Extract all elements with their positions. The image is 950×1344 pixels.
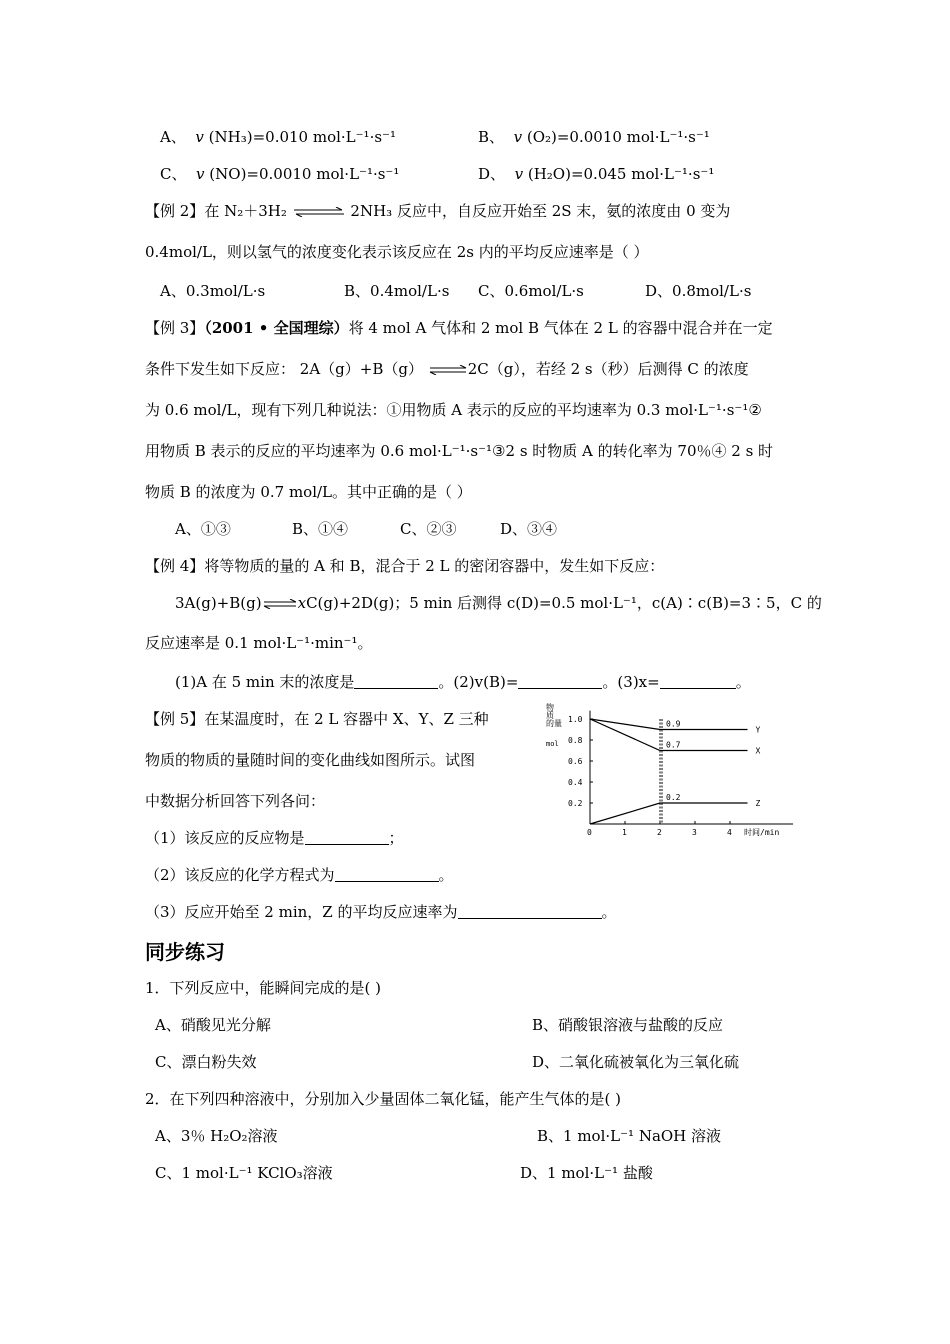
y-axis-label-part: mol: [546, 740, 559, 748]
ex5-line-1: 【例 5】在某温度时，在 2 L 容器中 X、Y、Z 三种: [145, 710, 489, 728]
ex3-line-5: 物质 B 的浓度为 0.7 mol/L。其中正确的是（ ）: [145, 483, 472, 501]
ex5-line-3: 中数据分析回答下列各问：: [145, 792, 326, 810]
practice-q2-option-d: D、1 mol·L⁻¹ 盐酸: [520, 1164, 653, 1182]
practice-q1-option-c: C、漂白粉失效: [155, 1053, 257, 1071]
y-tick-label: 1.0: [568, 715, 583, 724]
practice-q1-option-a: A、硝酸见光分解: [155, 1016, 271, 1034]
ex3-option-a: A、①③: [175, 520, 231, 538]
answer-blank[interactable]: [458, 903, 602, 919]
ex2-line-1: 【例 2】在 N₂＋3H₂ 2NH₃ 反应中，自反应开始至 2S 末，氨的浓度由 0 变为: [145, 202, 731, 220]
section-heading: 同步练习: [145, 940, 225, 964]
ex2-tag: 【例 2】: [145, 202, 205, 220]
y-axis-label-part: 质: [546, 711, 554, 720]
series-value-label-y: 0.9: [666, 719, 681, 729]
series-name-y: Y: [755, 725, 761, 735]
y-tick-label: 0.2: [568, 799, 583, 808]
x-tick-label: 4: [727, 828, 732, 837]
ex3-option-d: D、③④: [500, 520, 558, 538]
ex2-option-b: B、0.4mol/L·s: [344, 282, 450, 300]
ex3-option-c: C、②③: [400, 520, 457, 538]
practice-q1-option-b: B、硝酸银溶液与盐酸的反应: [532, 1016, 724, 1034]
y-tick-label: 0.4: [568, 778, 583, 787]
practice-q2-option-a: A、3％ H₂O₂溶液: [155, 1127, 278, 1145]
ex3-line-1: 【例 3】（2001 • 全国理综）将 4 mol A 气体和 2 mol B 气体在 2 L 的容器中混合并在一定: [145, 319, 773, 337]
answer-blank[interactable]: [660, 673, 736, 689]
y-axis-label-part: 物: [546, 703, 554, 712]
ex1-option-a: A、 v (NH₃)=0.010 mol·L⁻¹·s⁻¹: [160, 128, 396, 146]
ex1-option-c: C、 v (NO)=0.0010 mol·L⁻¹·s⁻¹: [160, 165, 400, 183]
equilibrium-arrow-icon: [428, 365, 468, 375]
ex4-questions: (1)A 在 5 min 末的浓度是 。(2)v(B)= 。(3)x= 。: [175, 673, 751, 691]
ex3-line-2: 条件下发生如下反应： 2A（g）+B（g） 2C（g），若经 2 s（秒）后测得 C 的浓度: [145, 360, 749, 378]
practice-q1-stem: 1．下列反应中，能瞬间完成的是( ): [145, 979, 382, 997]
y-tick-label: 0.6: [568, 757, 583, 766]
ex2-option-c: C、0.6mol/L·s: [478, 282, 584, 300]
x-tick-label: 3: [692, 828, 697, 837]
ex1-option-b: B、 v (O₂)=0.0010 mol·L⁻¹·s⁻¹: [478, 128, 710, 146]
answer-blank[interactable]: [305, 829, 389, 845]
ex5-question-2: （2）该反应的化学方程式为 。: [145, 866, 454, 884]
amount-time-chart: [540, 700, 800, 840]
ex4-line-1: 【例 4】将等物质的量的 A 和 B，混合于 2 L 的密闭容器中，发生如下反应：: [145, 557, 665, 575]
series-line-z: [590, 803, 748, 824]
series-value-label-z: 0.2: [666, 793, 681, 802]
ex3-line-4: 用物质 B 表示的反应的平均速率为 0.6 mol·L⁻¹·s⁻¹③2 s 时物质 A 的转化率为 70％④ 2 s 时: [145, 442, 774, 460]
ex2-line-2: 0.4mol/L，则以氢气的浓度变化表示该反应在 2s 内的平均反应速率是（ ）: [145, 243, 649, 261]
answer-blank[interactable]: [354, 673, 438, 689]
practice-q2-option-c: C、1 mol·L⁻¹ KClO₃溶液: [155, 1164, 333, 1182]
equilibrium-arrow-icon: [262, 599, 298, 609]
series-name-z: Z: [755, 799, 761, 808]
series-value-label-x: 0.7: [666, 740, 681, 750]
ex1-option-d: D、 v (H₂O)=0.045 mol·L⁻¹·s⁻¹: [478, 165, 715, 183]
ex3-option-b: B、①④: [292, 520, 349, 538]
ex4-line-2: 3A(g)+B(g) xC(g)+2D(g)；5 min 后测得 c(D)=0.5 mol·L⁻¹，c(A)∶c(B)=3∶5，C 的: [175, 594, 822, 612]
ex2-option-d: D、0.8mol/L·s: [645, 282, 752, 300]
x-axis-label: 时间/min: [744, 828, 780, 837]
ex5-question-1: （1）该反应的反应物是 ；: [145, 829, 404, 847]
ex3-line-3: 为 0.6 mol/L，现有下列几种说法：①用物质 A 表示的反应的平均速率为 0.3 mol·L⁻¹·s⁻¹②: [145, 401, 762, 419]
practice-q2-option-b: B、1 mol·L⁻¹ NaOH 溶液: [537, 1127, 722, 1145]
ex3-source: （2001 • 全国理综）: [204, 319, 349, 337]
ex5-question-3: （3）反应开始至 2 min，Z 的平均反应速率为 。: [145, 903, 617, 921]
answer-blank[interactable]: [335, 866, 439, 882]
equilibrium-arrow-icon: [292, 207, 346, 217]
x-tick-label: 1: [622, 828, 627, 837]
y-tick-label: 0.8: [568, 736, 583, 745]
ex4-line-3: 反应速率是 0.1 mol·L⁻¹·min⁻¹。: [145, 634, 373, 652]
practice-q1-option-d: D、二氧化硫被氧化为三氧化硫: [532, 1053, 740, 1071]
y-axis-label-part: 的量: [546, 719, 562, 728]
ex2-option-a: A、0.3mol/L·s: [160, 282, 266, 300]
x-tick-label: 0: [587, 828, 592, 837]
series-name-x: X: [755, 746, 761, 756]
answer-blank[interactable]: [518, 673, 602, 689]
x-tick-label: 2: [657, 828, 662, 837]
practice-q2-stem: 2．在下列四种溶液中，分别加入少量固体二氧化锰，能产生气体的是( ): [145, 1090, 622, 1108]
ex5-line-2: 物质的物质的量随时间的变化曲线如图所示。试图: [145, 751, 476, 769]
